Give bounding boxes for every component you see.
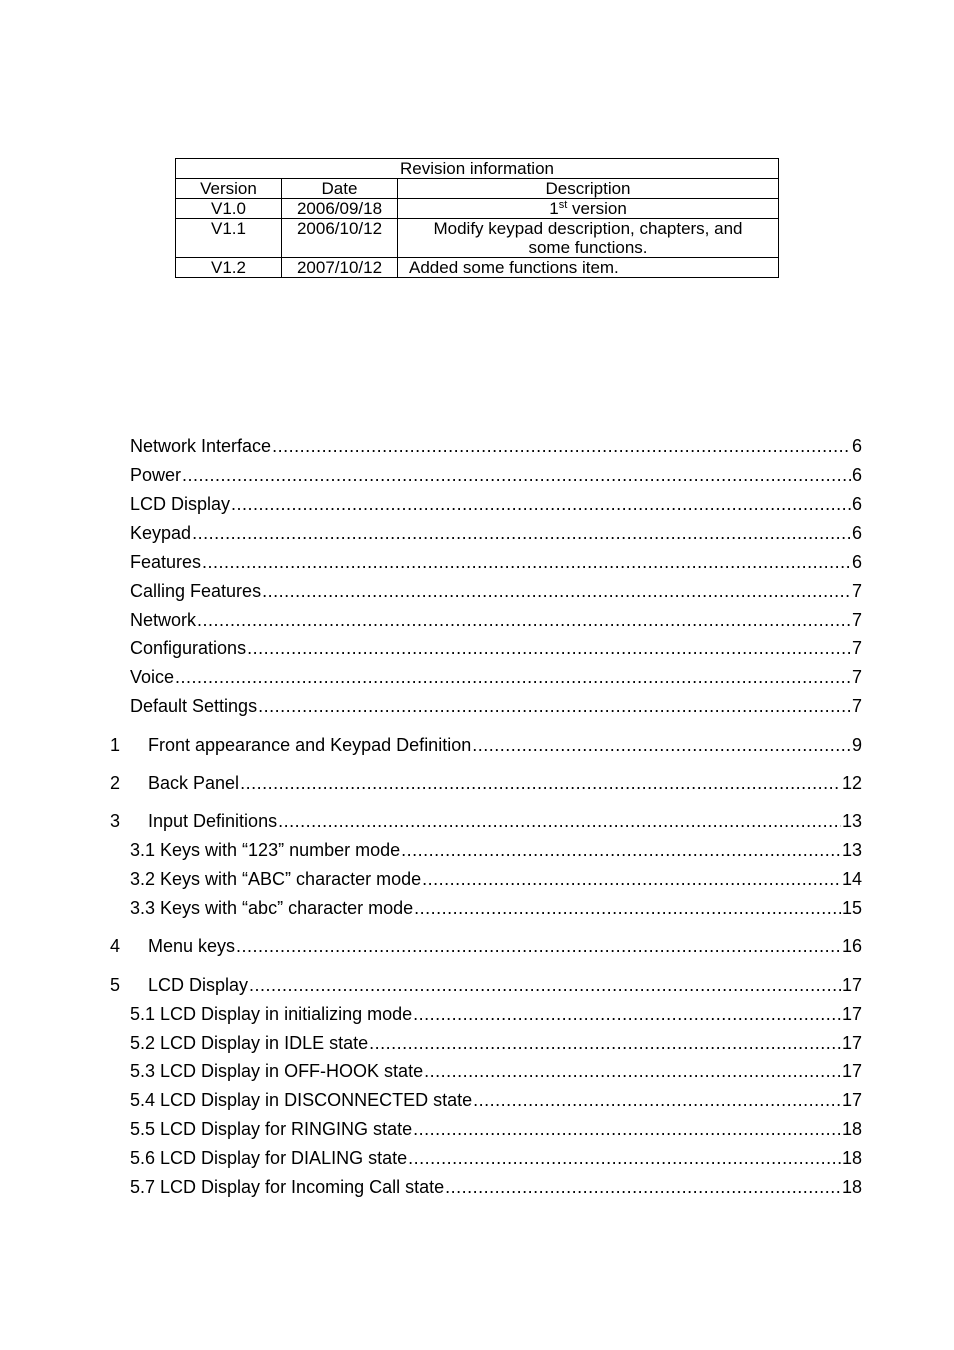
- toc-entry[interactable]: [130, 580, 862, 602]
- toc-page-number: 17: [841, 1004, 862, 1024]
- toc-entry[interactable]: [130, 897, 862, 919]
- toc-title: 3.1 Keys with “123” number mode: [130, 840, 401, 860]
- toc-entry[interactable]: [130, 551, 862, 573]
- toc-page-number: 13: [841, 811, 862, 831]
- revision-date: 2006/10/12: [282, 219, 398, 258]
- toc-dot-leader: [175, 666, 851, 688]
- toc-title: Input Definitions: [148, 811, 278, 831]
- toc-title: 3.3 Keys with “abc” character mode: [130, 898, 414, 918]
- toc-entry[interactable]: [130, 609, 862, 631]
- toc-page-number: 18: [841, 1119, 862, 1139]
- toc-entry[interactable]: [110, 810, 862, 832]
- toc-page-number: 7: [851, 667, 862, 687]
- revision-version: V1.0: [176, 199, 282, 219]
- toc-page-number: 6: [851, 465, 862, 485]
- toc-page-number: 12: [841, 773, 862, 793]
- toc-dot-leader: [231, 493, 851, 515]
- toc-page-number: 14: [841, 869, 862, 889]
- toc-title: LCD Display: [148, 975, 249, 995]
- revision-row: [176, 258, 779, 278]
- toc-dot-leader: [202, 551, 851, 573]
- toc-dot-leader: [240, 772, 841, 794]
- header-date: Date: [282, 179, 398, 199]
- toc-dot-leader: [247, 637, 851, 659]
- toc-page-number: 7: [851, 610, 862, 630]
- toc-title: Back Panel: [148, 773, 240, 793]
- toc-dot-leader: [197, 609, 851, 631]
- toc-title: Front appearance and Keypad Definition: [148, 735, 472, 755]
- toc-page-number: 15: [841, 898, 862, 918]
- toc-dot-leader: [413, 1003, 841, 1025]
- revision-header-row: [176, 179, 779, 199]
- revision-table: [175, 158, 779, 278]
- revision-date: 2007/10/12: [282, 258, 398, 278]
- description-text: version: [567, 199, 627, 218]
- toc-dot-leader: [472, 734, 851, 756]
- toc-page-number: 18: [841, 1148, 862, 1168]
- toc-entry[interactable]: [130, 1089, 862, 1111]
- toc-entry[interactable]: [130, 1032, 862, 1054]
- toc-page-number: 7: [851, 638, 862, 658]
- toc-dot-leader: [473, 1089, 841, 1111]
- toc-title: Network Interface: [130, 436, 272, 456]
- toc-dot-leader: [424, 1060, 841, 1082]
- toc-title: 5.3 LCD Display in OFF-HOOK state: [130, 1061, 424, 1081]
- toc-title: Power: [130, 465, 182, 485]
- toc-title: 5.5 LCD Display for RINGING state: [130, 1119, 413, 1139]
- toc-entry[interactable]: [110, 974, 862, 996]
- toc-page-number: 16: [841, 936, 862, 956]
- toc-entry[interactable]: [130, 637, 862, 659]
- toc-page-number: 17: [841, 1061, 862, 1081]
- toc-page-number: 6: [851, 552, 862, 572]
- revision-version: V1.1: [176, 219, 282, 258]
- toc-page-number: 6: [851, 523, 862, 543]
- toc-page-number: 17: [841, 1090, 862, 1110]
- toc-dot-leader: [258, 695, 851, 717]
- toc-entry[interactable]: [130, 493, 862, 515]
- toc-title: Default Settings: [130, 696, 258, 716]
- revision-description: Added some functions item.: [398, 258, 779, 278]
- toc-page-number: 7: [851, 696, 862, 716]
- toc-chapter-number: 4: [110, 936, 121, 956]
- toc-page-number: 17: [841, 975, 862, 995]
- toc-entry[interactable]: [110, 734, 862, 756]
- toc-entry[interactable]: [130, 1060, 862, 1082]
- toc-dot-leader: [192, 522, 851, 544]
- toc-page-number: 6: [851, 436, 862, 456]
- toc-dot-leader: [408, 1147, 841, 1169]
- toc-entry[interactable]: [130, 522, 862, 544]
- toc-entry[interactable]: [130, 868, 862, 890]
- toc-chapter-number: 2: [110, 773, 121, 793]
- revision-description: [398, 199, 779, 219]
- toc-page-number: 17: [841, 1033, 862, 1053]
- revision-date: 2006/09/18: [282, 199, 398, 219]
- description-line-2: some functions.: [528, 238, 648, 257]
- toc-entry[interactable]: [130, 1118, 862, 1140]
- toc-title: Features: [130, 552, 202, 572]
- revision-table-title: Revision information: [176, 159, 779, 179]
- toc-entry[interactable]: [130, 666, 862, 688]
- toc-entry[interactable]: [110, 935, 862, 957]
- toc-title: 5.4 LCD Display in DISCONNECTED state: [130, 1090, 473, 1110]
- toc-title: 3.2 Keys with “ABC” character mode: [130, 869, 422, 889]
- header-version: Version: [176, 179, 282, 199]
- toc-title: Menu keys: [148, 936, 236, 956]
- toc-dot-leader: [182, 464, 851, 486]
- toc-title: Network: [130, 610, 197, 630]
- toc-entry[interactable]: [130, 1003, 862, 1025]
- toc-title: LCD Display: [130, 494, 231, 514]
- revision-title-row: [176, 159, 779, 179]
- toc-dot-leader: [401, 839, 841, 861]
- toc-title: Voice: [130, 667, 175, 687]
- toc-entry[interactable]: [130, 839, 862, 861]
- toc-chapter-number: 5: [110, 975, 121, 995]
- toc-title: Keypad: [130, 523, 192, 543]
- toc-page-number: 7: [851, 581, 862, 601]
- toc-page-number: 9: [851, 735, 862, 755]
- toc-title: 5.6 LCD Display for DIALING state: [130, 1148, 408, 1168]
- toc-title: 5.7 LCD Display for Incoming Call state: [130, 1177, 445, 1197]
- toc-title: 5.1 LCD Display in initializing mode: [130, 1004, 413, 1024]
- toc-dot-leader: [272, 435, 851, 457]
- toc-dot-leader: [413, 1118, 841, 1140]
- toc-dot-leader: [445, 1176, 841, 1198]
- toc-entry[interactable]: [130, 1176, 862, 1198]
- toc-page-number: 18: [841, 1177, 862, 1197]
- revision-row: [176, 219, 779, 258]
- toc-chapter-number: 3: [110, 811, 121, 831]
- toc-page-number: 13: [841, 840, 862, 860]
- revision-description: [398, 219, 779, 258]
- toc-dot-leader: [236, 935, 841, 957]
- toc-entry[interactable]: [130, 1147, 862, 1169]
- toc-entry[interactable]: [130, 695, 862, 717]
- toc-entry[interactable]: [130, 464, 862, 486]
- toc-dot-leader: [414, 897, 841, 919]
- revision-row: [176, 199, 779, 219]
- toc-page-number: 6: [851, 494, 862, 514]
- toc-dot-leader: [278, 810, 841, 832]
- toc-dot-leader: [249, 974, 841, 996]
- toc-entry[interactable]: [130, 435, 862, 457]
- toc-dot-leader: [422, 868, 841, 890]
- toc-title: 5.2 LCD Display in IDLE state: [130, 1033, 369, 1053]
- toc-dot-leader: [262, 580, 851, 602]
- description-number: 1: [549, 199, 559, 218]
- toc-title: Configurations: [130, 638, 247, 658]
- description-superscript: st: [558, 199, 568, 211]
- toc-chapter-number: 1: [110, 735, 121, 755]
- toc-title: Calling Features: [130, 581, 262, 601]
- description-line-1: Modify keypad description, chapters, and: [433, 219, 743, 238]
- toc-entry[interactable]: [110, 772, 862, 794]
- toc-dot-leader: [369, 1032, 841, 1054]
- header-description: Description: [398, 179, 779, 199]
- revision-version: V1.2: [176, 258, 282, 278]
